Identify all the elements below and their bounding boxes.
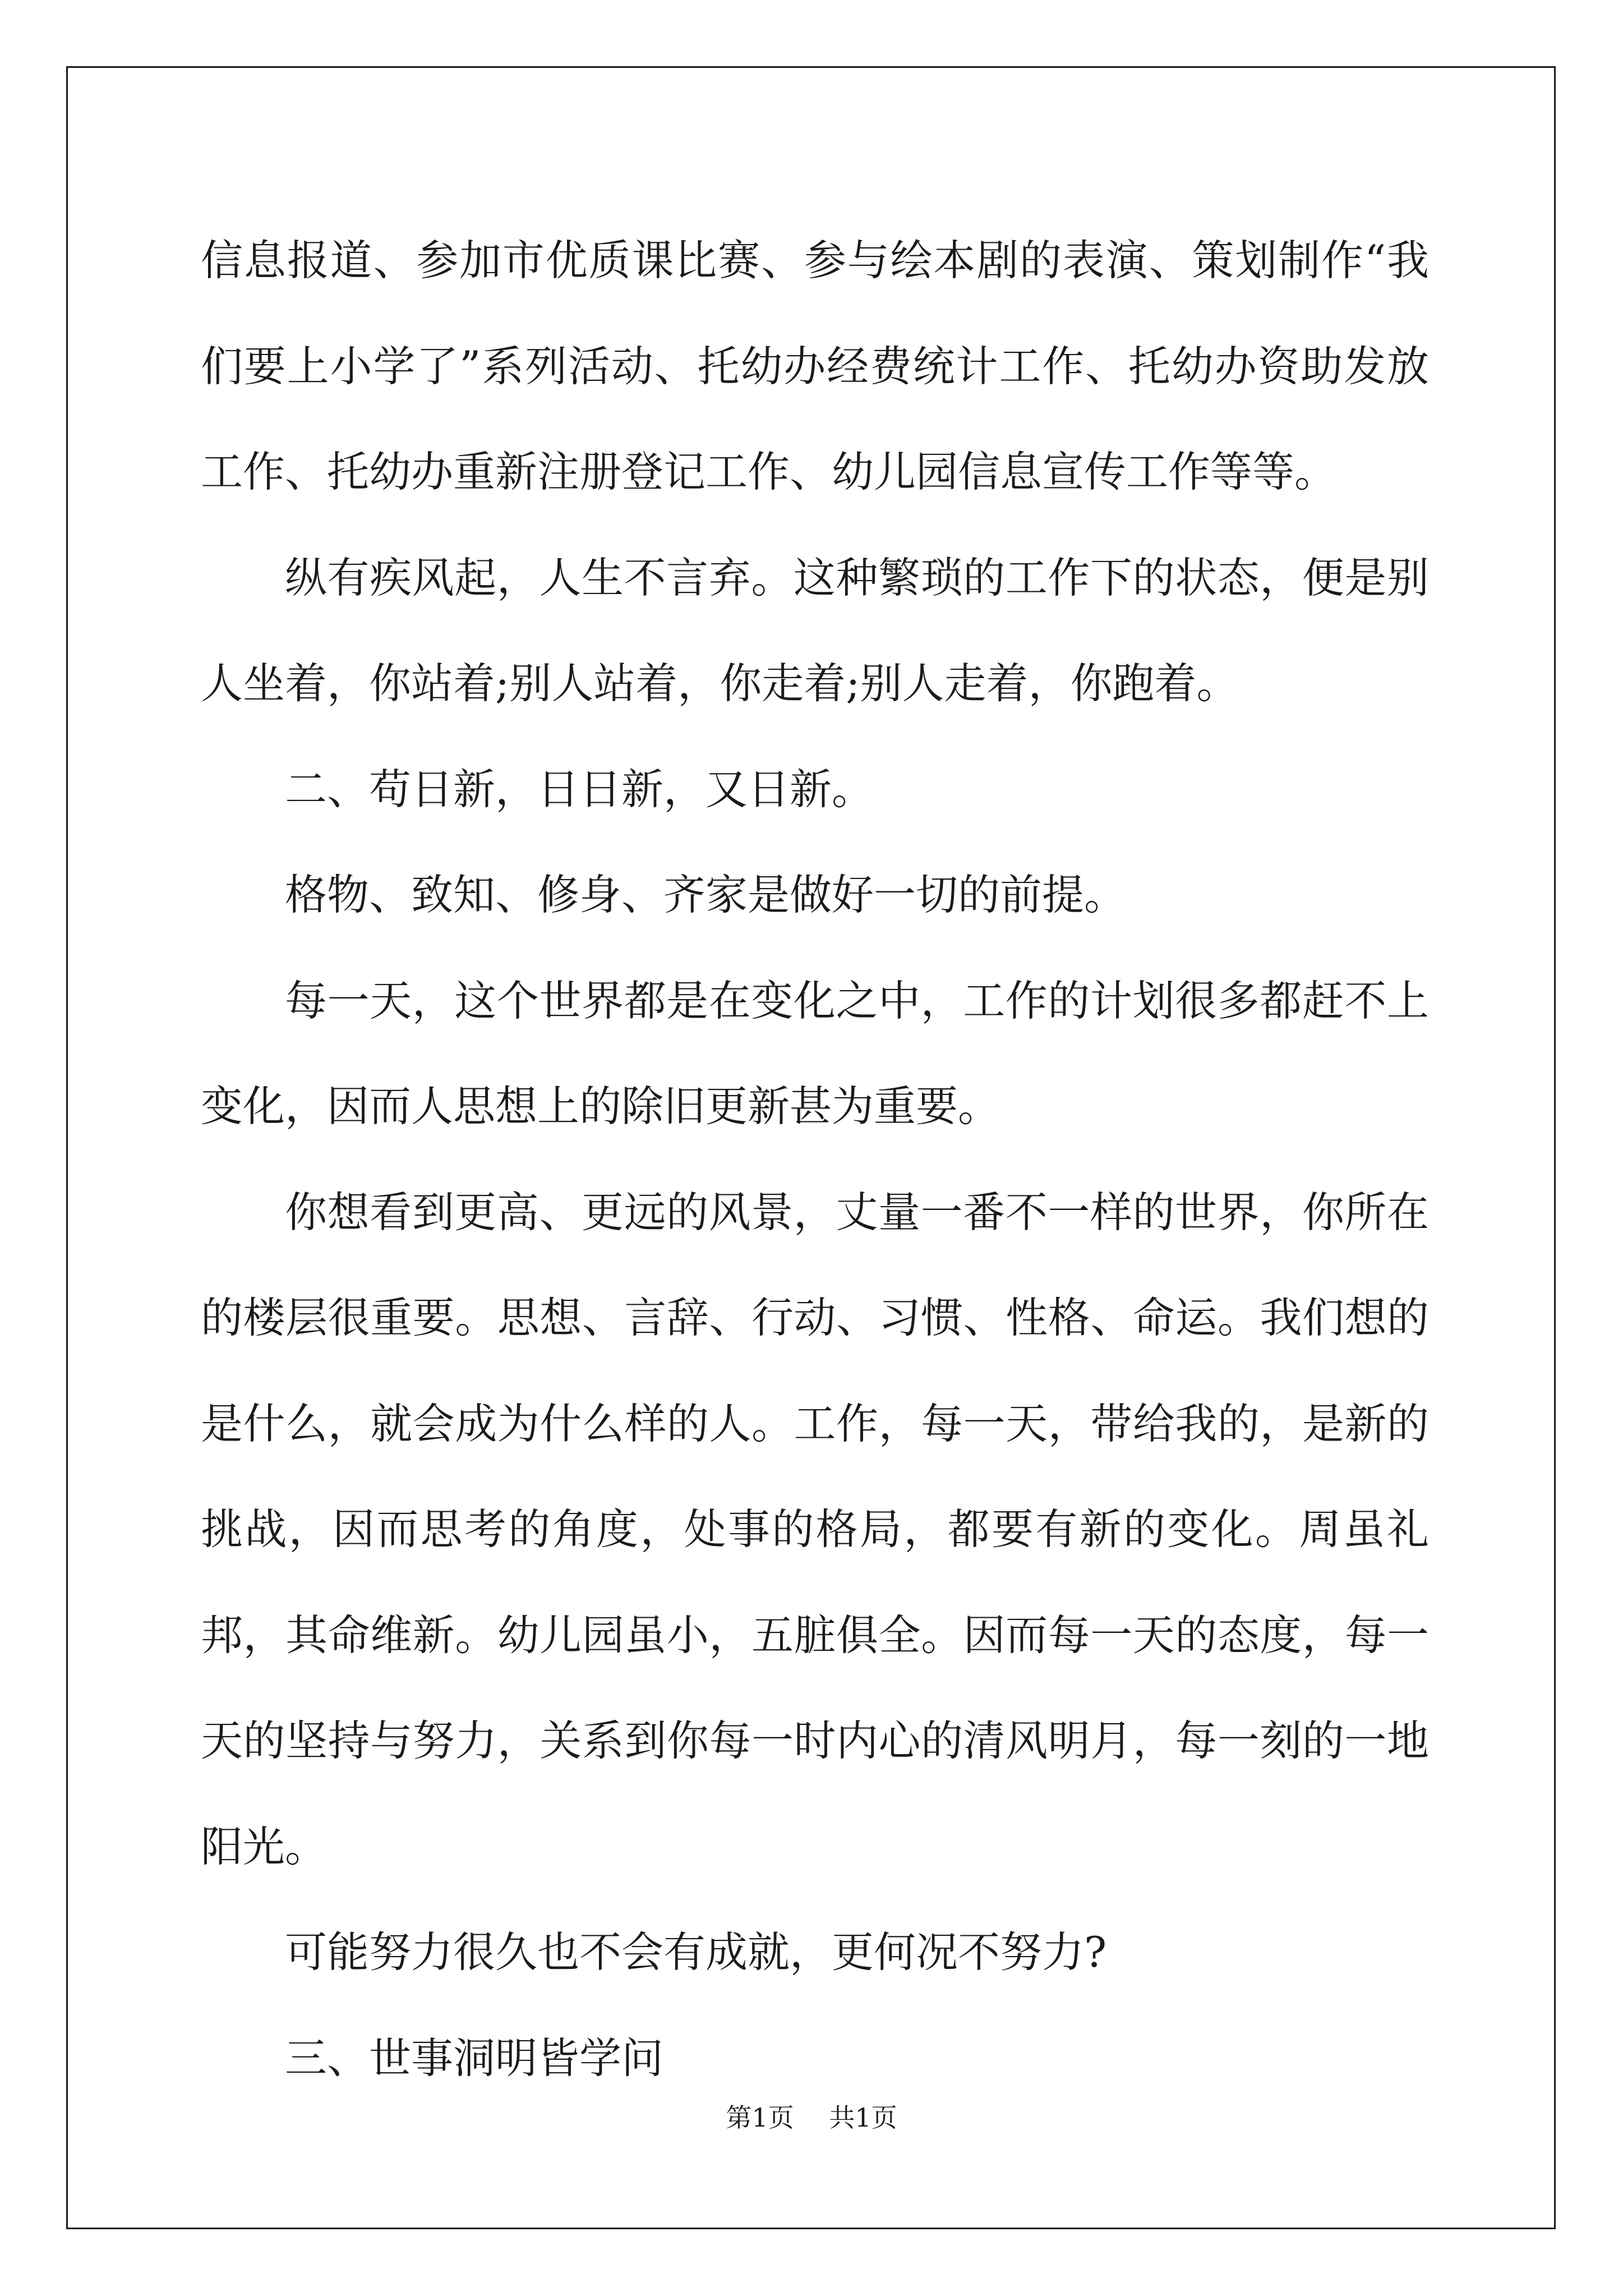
- page-total: 共1页: [829, 2102, 897, 2133]
- paragraph-5: 你想看到更高、更远的风景，丈量一番不一样的世界，你所在的楼层很重要。思想、言辞、行动、习惯、性格、命运。我们想的是什么，就会成为什么样的人。工作，每一天，带给我的，是新的挑战，因而思考的角度，处事的格局，都要有新的变化。周虽礼邦，其命维新。幼儿园虽小，五脏俱全。因而每一天的态度，每一天的坚持与努力，关系到你每一时内心的清风明月，每一刻的一地阳光。: [201, 1187, 1429, 1871]
- paragraph-3: 格物、致知、修身、齐家是做好一切的前提。: [285, 870, 1127, 919]
- section-heading-2: 二、苟日新，日日新，又日新。: [285, 764, 874, 814]
- page-footer: [0, 2101, 1623, 2134]
- paragraph-4: 每一天，这个世界都是在变化之中，工作的计划很多都赶不上变化，因而人思想上的除旧更新甚为重要。: [201, 976, 1429, 1131]
- paragraph-2: 纵有疾风起，人生不言弃。这种繁琐的工作下的状态，便是别人坐着，你站着;别人站着，你走着;别人走着，你跑着。: [201, 553, 1429, 708]
- document-body: [201, 208, 1429, 2111]
- page-number: 第1页: [726, 2102, 794, 2133]
- section-heading-3: 三、世事洞明皆学问: [285, 2033, 664, 2083]
- paragraph-6: 可能努力很久也不会有成就，更何况不努力?: [285, 1927, 1107, 1977]
- paragraph-1: 信息报道、参加市优质课比赛、参与绘本剧的表演、策划制作“我们要上小学了”系列活动、托幼办经费统计工作、托幼办资助发放工作、托幼办重新注册登记工作、幼儿园信息宣传工作等等。: [201, 236, 1429, 496]
